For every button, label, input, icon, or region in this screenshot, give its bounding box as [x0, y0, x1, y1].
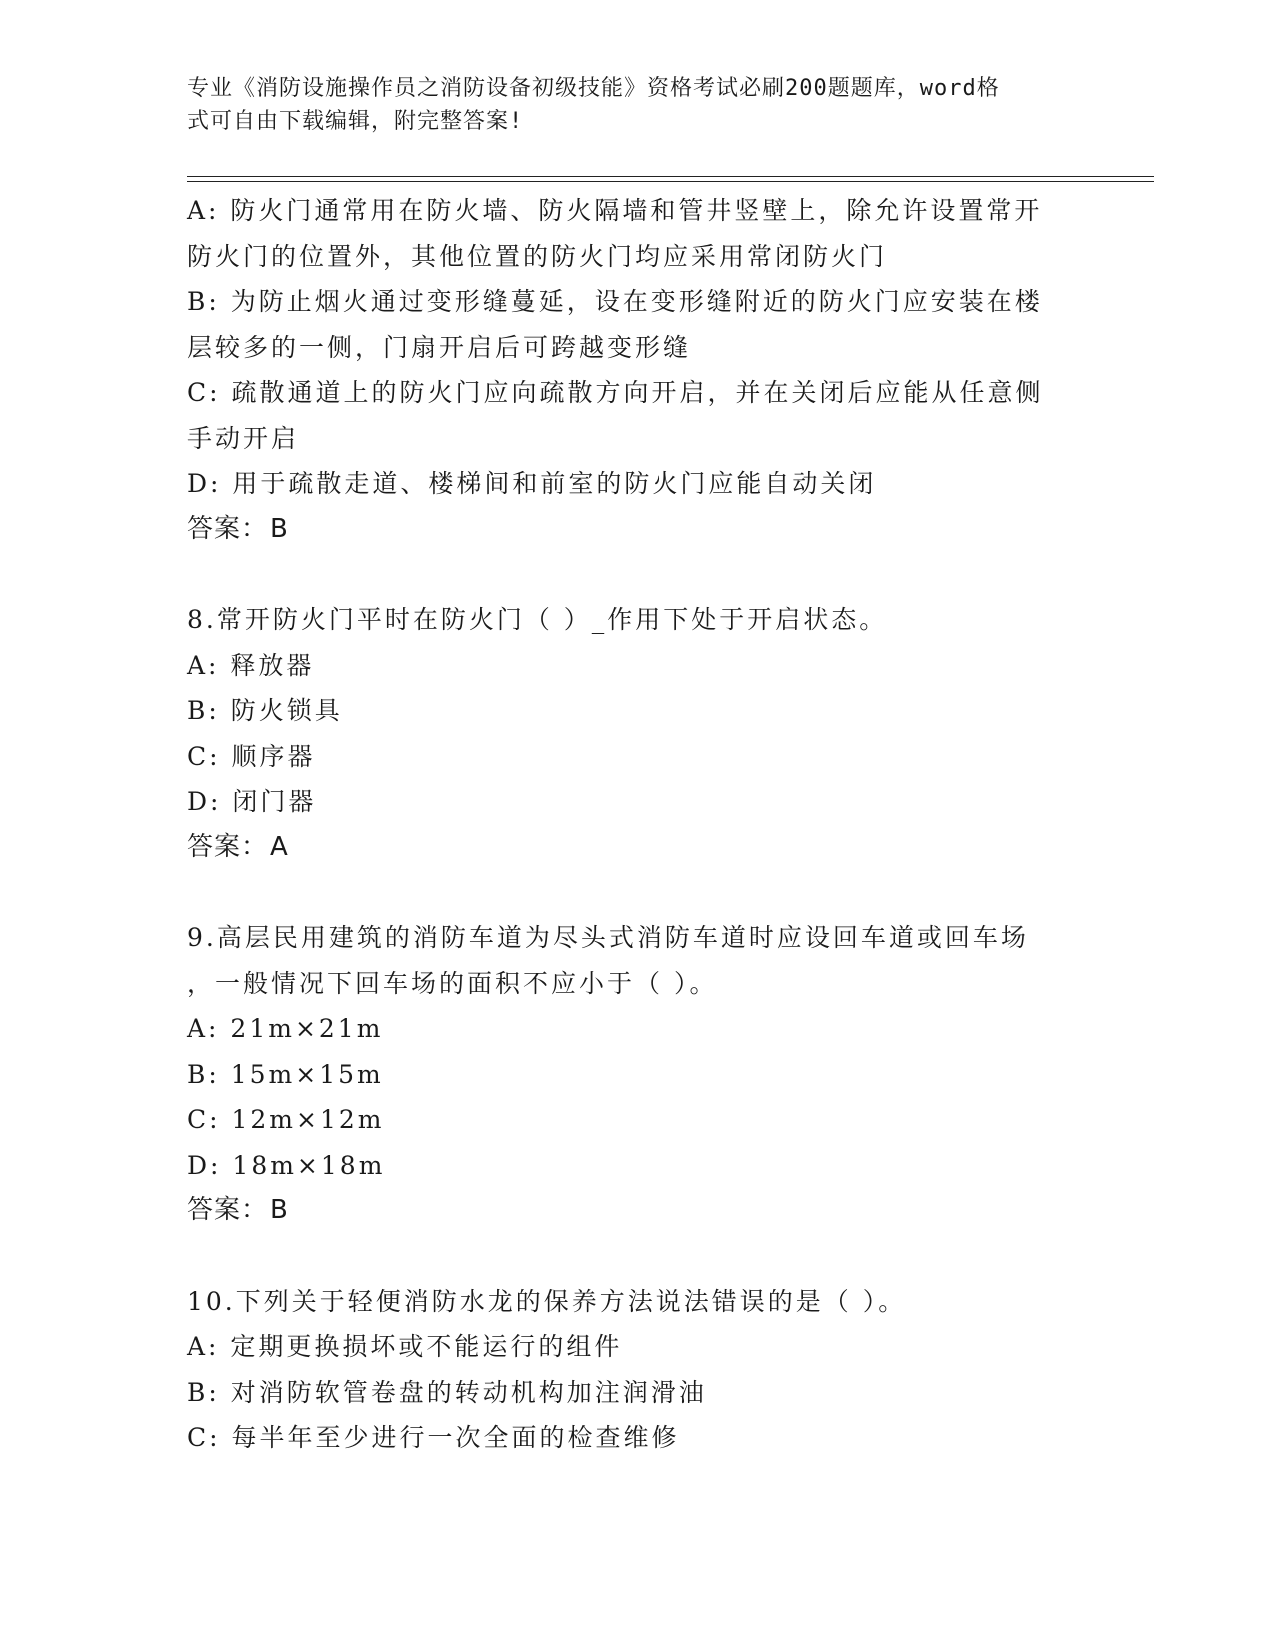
- q7-option-c-line-2: 手动开启: [187, 423, 300, 453]
- q9-stem-line-2: ，一般情况下回车场的面积不应小于（ ）。: [187, 968, 718, 998]
- question-gap: [187, 870, 1087, 915]
- q8-stem: 8.常开防火门平时在防火门（ ）_作用下处于开启状态。: [187, 605, 888, 634]
- question-9: [187, 915, 1087, 1234]
- question-gap: [187, 1234, 1087, 1279]
- q7-answer: [187, 507, 1087, 553]
- q9-answer: [187, 1188, 1087, 1234]
- question-gap: [187, 552, 1087, 597]
- q10-option-b: B: 对消防软管卷盘的转动机构加注润滑油: [187, 1377, 707, 1407]
- q8-option-c: C: 顺序器: [187, 741, 316, 771]
- q7-option-d: D: 用于疏散走道、楼梯间和前室的防火门应能自动关闭: [187, 469, 877, 498]
- question-10: [187, 1279, 1087, 1461]
- q10-option-a: A: 定期更换损坏或不能运行的组件: [187, 1332, 623, 1361]
- q7-option-b-line-2: 层较多的一侧，门扇开启后可跨越变形缝: [187, 332, 692, 362]
- question-7: [187, 188, 1087, 552]
- q8-answer: [187, 825, 1087, 871]
- q9-option-c: C: 12m×12m: [187, 1105, 385, 1134]
- q8-option-a: A: 释放器: [187, 650, 315, 680]
- q9-answer-value: B: [270, 1195, 289, 1225]
- q7-option-a-line-1: A: 防火门通常用在防火墙、防火隔墙和管井竖壁上，除允许设置常开: [187, 196, 1043, 225]
- header-line-1: 专业《消防设施操作员之消防设备初级技能》资格考试必刷200题题库，word格: [187, 76, 1000, 101]
- q9-option-a: A: 21m×21m: [187, 1014, 384, 1043]
- document-header: [187, 72, 1067, 138]
- header-rule-bottom: [187, 181, 1154, 182]
- q7-answer-label: 答案：: [187, 513, 269, 544]
- q8-answer-value: A: [270, 831, 289, 862]
- q7-option-b-line-1: B: 为防止烟火通过变形缝蔓延，设在变形缝附近的防火门应安装在楼: [187, 287, 1043, 316]
- question-8: [187, 597, 1087, 870]
- q7-answer-value: B: [270, 513, 289, 544]
- header-line-2: 式可自由下载编辑，附完整答案!: [187, 109, 524, 134]
- q8-answer-label: 答案：: [187, 831, 269, 862]
- question-list: [187, 188, 1087, 1461]
- header-rule-top: [187, 176, 1154, 177]
- q8-option-d: D: 闭门器: [187, 787, 317, 816]
- q9-stem-line-1: 9.高层民用建筑的消防车道为尽头式消防车道时应设回车道或回车场: [187, 923, 1029, 952]
- q9-answer-label: 答案：: [187, 1195, 269, 1225]
- q9-option-d: D: 18m×18m: [187, 1150, 386, 1180]
- q9-option-b: B: 15m×15m: [187, 1059, 384, 1089]
- q7-option-a-line-2: 防火门的位置外，其他位置的防火门均应采用常闭防火门: [187, 241, 888, 271]
- q10-option-c: C: 每半年至少进行一次全面的检查维修: [187, 1423, 680, 1452]
- q7-option-c-line-1: C: 疏散通道上的防火门应向疏散方向开启，并在关闭后应能从任意侧: [187, 378, 1044, 407]
- q8-option-b: B: 防火锁具: [187, 696, 343, 725]
- q10-stem: 10.下列关于轻便消防水龙的保养方法说法错误的是（ ）。: [187, 1286, 907, 1316]
